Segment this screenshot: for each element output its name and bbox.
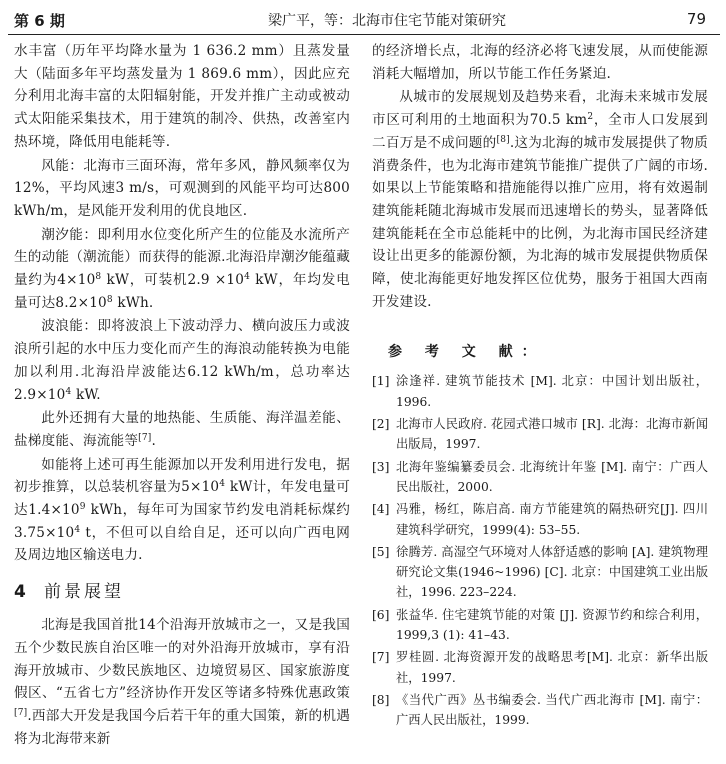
paragraph-outlook <box>14 614 350 750</box>
text-run: kW，可装机2.9 ×10 <box>101 272 245 289</box>
paragraph-wave <box>14 315 350 406</box>
exponent: 4 <box>74 524 81 535</box>
exponent: 9 <box>79 502 86 513</box>
text-run: t，不但可以自给自足，还可以向广西电网及周边地区输送电力. <box>14 524 350 564</box>
text-run: kWh. <box>112 294 154 311</box>
running-title: 梁广平，等：北海市住宅节能对策研究 <box>268 13 506 29</box>
reference-item <box>372 499 708 540</box>
reference-text: 冯雅，杨红，陈启高. 南方节能建筑的隔热研究[J]. 四川建筑科学研究，1999(4): 53–55. <box>396 502 708 537</box>
reference-item <box>372 414 708 455</box>
paragraph-other-energy <box>14 407 350 452</box>
text-run: 波浪能：即将波浪上下波动浮力、横向波压力或波浪所引起的水中压力变化而产生的海浪动能转换为电能加以利用.北海沿岸波能达6.12 kWh/m，总功率达2.9×10 <box>14 318 350 403</box>
reference-text: 徐腾芳. 高湿空气环境对人体舒适感的影响 [A]. 建筑物理研究论文集(1946~1996) [C]. 北京：中国建筑工业出版社，1996. 223–224. <box>396 544 708 600</box>
reference-item <box>372 542 708 603</box>
references-heading: 参 考 文 献： <box>388 344 545 361</box>
text-run: kWh，每年可为国家节约发电消耗标煤约3.75×10 <box>14 502 350 541</box>
running-header <box>8 6 720 35</box>
reference-item <box>372 690 708 731</box>
reference-number: [4] <box>372 502 390 517</box>
section-number: 4 <box>14 582 29 603</box>
reference-item <box>372 457 708 498</box>
text-run: 北海是我国首批14个沿海开放城市之一，又是我国五个少数民族自治区唯一的对外沿海开放城市，享有沿海开放城市、少数民族地区、边境贸易区、国家旅游度假区、“五省七方”经济协作开发区等诸多特殊优惠政策 <box>14 617 350 702</box>
exponent: 8 <box>95 272 102 283</box>
text-run: .西部大开发是我国今后若干年的重大国策，新的机遇将为北海带来新 <box>14 707 350 747</box>
reference-text: 北海年鉴编纂委员会. 北海统计年鉴 [M]. 南宁：广西人民出版社，2000. <box>396 459 708 494</box>
text-run: kW，年均发电量可达8.2×10 <box>14 272 350 311</box>
reference-number: [8] <box>372 692 390 707</box>
section-heading <box>14 577 350 602</box>
section-title: 前景展望 <box>44 582 124 603</box>
text-run: kW计，年发电量可达1.4×10 <box>14 479 351 519</box>
text-run: ，全市人口发展到二百万是不成问题的 <box>372 112 708 151</box>
reference-text: 张益华. 住宅建筑节能的对策 [J]. 资源节约和综合利用，1999,3 (1): 41–43. <box>396 607 708 642</box>
text-run: 此外还拥有大量的地热能、生质能、海洋温差能、盐梯度能、海流能等 <box>14 410 350 449</box>
citation: [7] <box>138 432 152 443</box>
text-run: kW. <box>71 386 101 403</box>
reference-number: [6] <box>372 607 390 622</box>
reference-text: 涂逢祥. 建筑节能技术 [M]. 北京：中国计划出版社，1996. <box>396 374 708 409</box>
reference-number: [2] <box>372 417 390 432</box>
reference-text: 北海市人民政府. 花园式港口城市 [R]. 北海：北海市新闻出版局，1997. <box>396 417 708 452</box>
left-column <box>14 40 350 750</box>
exponent: 4 <box>244 272 251 283</box>
paragraph-solar: 水丰富（历年平均降水量为 1 636.2 mm）且蒸发量大（陆面多年平均蒸发量为 1 869.6 mm），因此应充分利用北海丰富的太阳辐射能，开发并推广主动或被动式太阳能采集技术，用于建筑的制冷、供热，改善室内热环境，降低用电能耗等. <box>14 43 350 150</box>
exponent: 4 <box>65 386 72 397</box>
text-run: .这为北海的城市发展提供了物质消费条件，也为北海市建筑节能推广提供了广阔的市场. 如果以上节能策略和措施能得以推广应用，将有效遏制建筑能耗随北海城市发展而迅速增长的势头，显著降低建筑能耗在全市总能耗中的比例，为北海市国民经济建设让出更多的能源份额，为北海的城市发展提供物质保障，使北海能更好地发挥区位优势，服务于祖国大西南开发建设. <box>372 134 708 310</box>
reference-number: [3] <box>372 459 390 474</box>
reference-text: 《当代广西》丛书编委会. 当代广西北海市 [M]. 南宁：广西人民出版社，1999. <box>396 692 708 728</box>
text-run: 如能将上述可再生能源加以开发利用进行发电，据初步推算，以总装机容量为5×10 <box>14 456 350 496</box>
text-run: 潮汐能：即利用水位变化所产生的位能及水流所产生的动能（潮流能）而获得的能源.北海沿岸潮汐能蕴藏量约为4×10 <box>14 226 350 289</box>
right-column <box>372 40 708 732</box>
text-run: 从城市的发展规划及趋势来看，北海未来城市发展市区可利用的土地面积为70.5 km <box>372 89 708 129</box>
reference-text: 罗桂圆. 北海资源开发的战略思考[M]. 北京：新华出版社，1997. <box>396 650 708 685</box>
page-number: 79 <box>686 10 706 28</box>
reference-number: [7] <box>372 650 390 665</box>
citation: [8] <box>496 134 510 145</box>
paragraph-continuation: 的经济增长点，北海的经济必将飞速发展，从而使能源消耗大幅增加，所以节能工作任务紧迫. <box>372 43 708 82</box>
paragraph-power-estimate <box>14 454 350 568</box>
text-run: . <box>151 432 157 449</box>
issue-label: 第 6 期 <box>14 12 65 30</box>
reference-number: [5] <box>372 544 390 559</box>
paragraph-tidal <box>14 224 350 315</box>
exponent: 8 <box>106 294 113 305</box>
paragraph-development <box>372 86 708 313</box>
exponent: 4 <box>219 479 226 490</box>
reference-number: [1] <box>372 374 390 389</box>
reference-item <box>372 371 708 412</box>
reference-list <box>372 371 708 730</box>
paragraph-wind: 风能：北海市三面环海，常年多风，静风频率仅为12%，平均风速3 m/s，可观测到的风能平均可达800 kWh/m，是风能开发利用的优良地区. <box>14 157 350 219</box>
citation: [7] <box>14 707 28 718</box>
reference-item <box>372 605 708 646</box>
reference-item <box>372 647 708 688</box>
exponent: 2 <box>587 112 594 123</box>
